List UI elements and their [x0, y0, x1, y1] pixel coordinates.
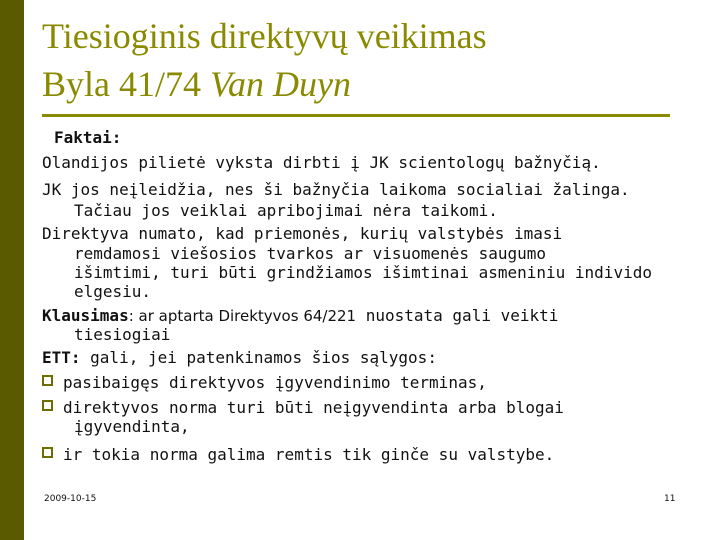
text-line: JK jos neįleidžia, nes ši bažnyčia laikoma socialiai žalinga.: [42, 180, 630, 199]
text-line: elgesiu.: [74, 282, 152, 301]
ett-label: ETT:: [42, 348, 81, 367]
text-line: tiesiogiai: [74, 325, 171, 344]
page-number: 11: [664, 494, 676, 504]
title-case-number: Byla 41/74: [42, 64, 210, 104]
list-item: [42, 373, 487, 393]
klausimas-line: [42, 306, 558, 326]
sidebar-bar: [0, 0, 24, 540]
list-item-continuation: įgyvendinta,: [74, 417, 190, 436]
text-line: Olandijos pilietė vyksta dirbti į JK scientologų bažnyčią.: [42, 153, 601, 172]
list-item-text: ir tokia norma galima remtis tik ginče su valstybe.: [63, 445, 555, 464]
klausimas-question: : ar aptarta Direktyvos 64/221: [128, 307, 357, 325]
list-item: [42, 398, 564, 418]
klausimas-end: nuostata gali veikti: [356, 306, 559, 325]
title-divider: [42, 114, 670, 117]
text-line: remdamosi viešosios tvarkos ar visuomenės saugumo: [74, 244, 547, 263]
faktai-label: Faktai:: [54, 128, 122, 147]
faktai-heading: [54, 128, 121, 148]
title-line-1: Tiesioginis direktyvų veikimas: [42, 16, 487, 56]
footer-date: 2009-10-15: [44, 494, 97, 504]
title-case-name: Van Duyn: [210, 64, 351, 104]
title-line-2: [42, 60, 682, 108]
list-item: [42, 445, 554, 465]
square-bullet-icon: [42, 447, 53, 458]
list-item-text: direktyvos norma turi būti neįgyvendinta arba blogai: [63, 398, 564, 417]
text-line: Direktyva numato, kad priemonės, kurių valstybės imasi: [42, 224, 563, 243]
ett-line: [42, 348, 437, 368]
text-line: išimtimi, turi būti grindžiamos išimtinai asmeniniu individo: [74, 263, 652, 282]
text-line: Tačiau jos veiklai apribojimai nėra taikomi.: [74, 201, 498, 220]
klausimas-label: Klausimas: [42, 306, 129, 325]
list-item-text: pasibaigęs direktyvos įgyvendinimo terminas,: [63, 373, 487, 392]
ett-text: gali, jei patenkinamos šios sąlygos:: [80, 348, 437, 367]
slide-title: [42, 12, 682, 108]
square-bullet-icon: [42, 400, 53, 411]
square-bullet-icon: [42, 375, 53, 386]
